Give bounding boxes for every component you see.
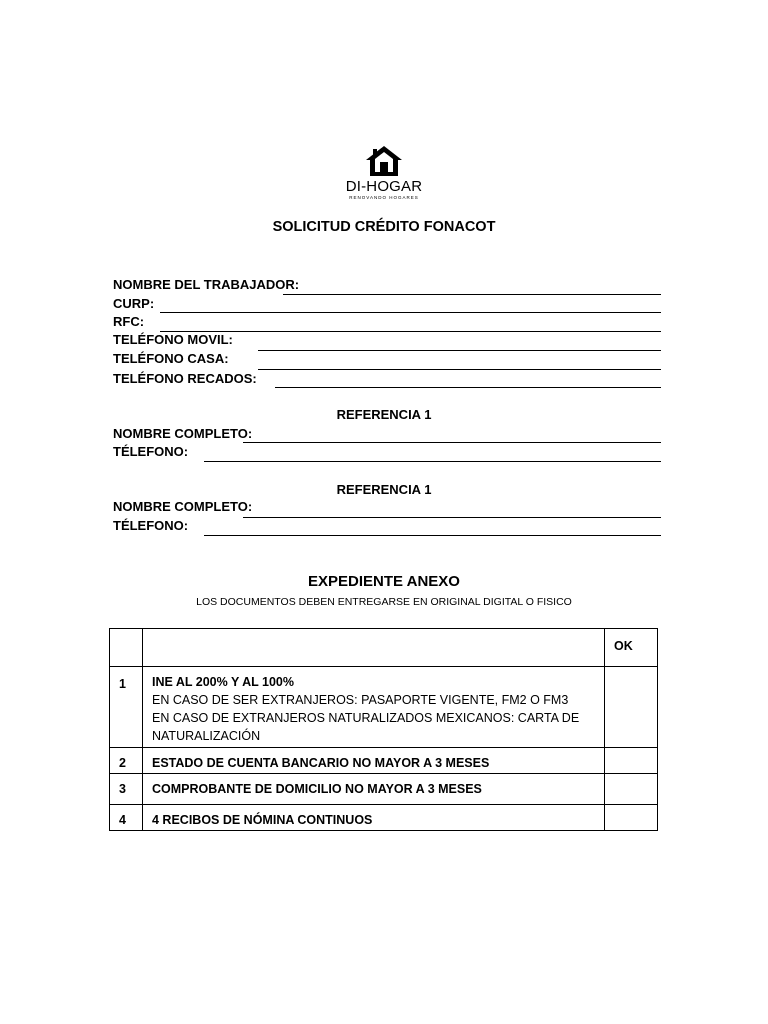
reference-phone-line[interactable] [204,461,661,462]
table-row [110,805,658,831]
table-cell [143,629,605,667]
table-row [110,748,658,774]
reference-phone-line-2[interactable] [204,535,661,536]
brand-name: DI-HOGAR [345,178,423,195]
home-phone-line[interactable] [258,369,661,370]
annex-title: EXPEDIENTE ANEXO [308,573,460,590]
row-description [143,748,605,774]
reference-heading-2: REFERENCIA 1 [336,482,432,497]
row-title: 4 RECIBOS DE NÓMINA CONTINUOS [152,813,373,827]
ok-checkbox-cell[interactable] [605,805,658,831]
home-phone-label: TELÉFONO CASA: [113,351,229,366]
table-row [110,774,658,805]
worker-name-label: NOMBRE DEL TRABAJADOR: [113,277,300,292]
row-number: 1 [110,667,143,748]
row-number: 3 [110,774,143,805]
message-phone-label: TELÉFONO RECADOS: [113,371,257,386]
mobile-phone-label: TELÉFONO MOVIL: [113,332,233,347]
reference-name-line-2[interactable] [243,517,661,518]
curp-label: CURP: [113,296,155,311]
reference-phone-label-2: TÉLEFONO: [113,518,189,533]
row-title: ESTADO DE CUENTA BANCARIO NO MAYOR A 3 MESES [152,756,490,770]
brand-tagline: RENOVANDO HOGARES [349,195,419,200]
table-header-row [110,629,658,667]
row-description [143,774,605,805]
house-logo-icon [364,144,404,178]
documents-table [109,628,658,831]
row-title: COMPROBANTE DE DOMICILIO NO MAYOR A 3 MESES [152,782,482,796]
page-title: SOLICITUD CRÉDITO FONACOT [272,219,496,235]
reference-name-label: NOMBRE COMPLETO: [113,426,253,441]
ok-checkbox-cell[interactable] [605,748,658,774]
worker-name-line[interactable] [283,294,661,295]
curp-line[interactable] [160,312,661,313]
reference-name-line[interactable] [243,442,661,443]
mobile-phone-line[interactable] [258,350,661,351]
ok-checkbox-cell[interactable] [605,774,658,805]
ok-checkbox-cell[interactable] [605,667,658,748]
message-phone-line[interactable] [275,387,661,388]
rfc-label: RFC: [113,314,145,329]
table-cell [110,629,143,667]
row-detail: EN CASO DE EXTRANJEROS NATURALIZADOS MEXICANOS: CARTA DE NATURALIZACIÓN [152,711,580,743]
row-description [143,805,605,831]
row-number: 2 [110,748,143,774]
table-row [110,667,658,748]
row-description [143,667,605,748]
annex-subtitle: LOS DOCUMENTOS DEBEN ENTREGARSE EN ORIGINAL DIGITAL O FISICO [196,596,572,608]
rfc-line[interactable] [160,331,661,332]
row-number: 4 [110,805,143,831]
reference-name-label-2: NOMBRE COMPLETO: [113,499,253,514]
ok-column-header: OK [605,629,658,667]
row-title: INE AL 200% Y AL 100% [152,675,294,689]
reference-phone-label: TÉLEFONO: [113,444,189,459]
reference-heading: REFERENCIA 1 [336,407,432,422]
row-detail: EN CASO DE SER EXTRANJEROS: PASAPORTE VIGENTE, FM2 O FM3 [152,693,569,707]
